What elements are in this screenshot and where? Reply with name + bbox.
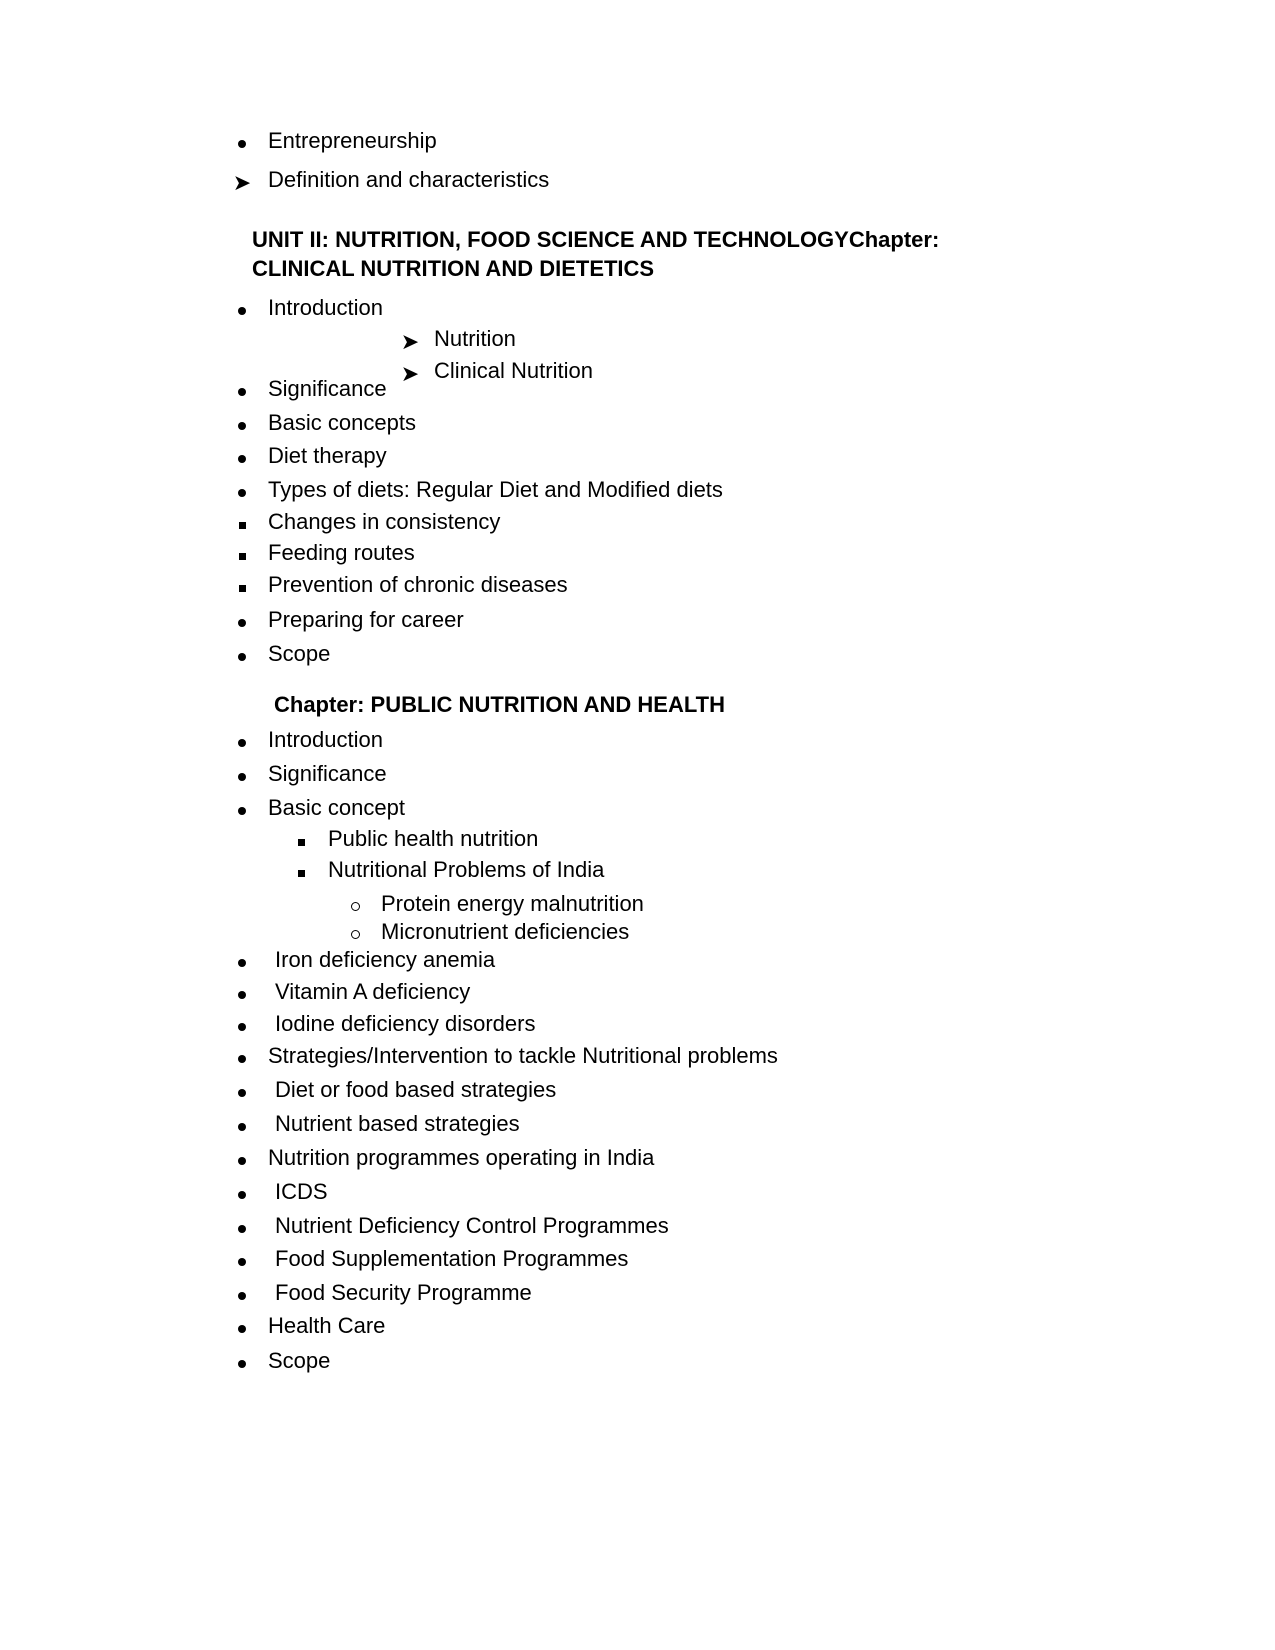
bullet-dot-icon: [238, 1258, 246, 1266]
bullet-dot-icon: [238, 739, 246, 747]
chapter-heading: Chapter: PUBLIC NUTRITION AND HEALTH: [274, 692, 725, 717]
bullet-dot-icon: [238, 1123, 246, 1131]
square-bullet-icon: [239, 522, 246, 529]
bullet-dot-icon: [238, 1023, 246, 1031]
arrow-bullet-icon: ➤: [400, 361, 420, 386]
bullet-dot-icon: [238, 455, 246, 463]
square-bullet-icon: [298, 839, 305, 846]
bullet-dot-icon: [238, 1089, 246, 1097]
bullet-dot-icon: [238, 1157, 246, 1165]
bullet-dot-icon: [238, 388, 246, 396]
bullet-dot-icon: [238, 1292, 246, 1300]
bullet-dot-icon: [238, 307, 246, 315]
circle-bullet-icon: [351, 902, 360, 911]
arrow-bullet-icon: ➤: [232, 170, 252, 195]
unit-heading-line2: CLINICAL NUTRITION AND DIETETICS: [252, 256, 655, 281]
bullet-dot-icon: [238, 489, 246, 497]
bullet-dot-icon: [238, 140, 246, 148]
square-bullet-icon: [239, 585, 246, 592]
unit-heading-line1: UNIT II: NUTRITION, FOOD SCIENCE AND TECHNOLOGYChapter:: [252, 227, 940, 252]
arrow-bullet-icon: ➤: [400, 329, 420, 354]
square-bullet-icon: [298, 870, 305, 877]
circle-bullet-icon: [351, 930, 360, 939]
bullet-dot-icon: [238, 1191, 246, 1199]
bullet-dot-icon: [238, 422, 246, 430]
bullet-dot-icon: [238, 1055, 246, 1063]
bullet-dot-icon: [238, 1360, 246, 1368]
square-bullet-icon: [239, 553, 246, 560]
bullet-dot-icon: [238, 773, 246, 781]
bullet-dot-icon: [238, 991, 246, 999]
bullet-dot-icon: [238, 1225, 246, 1233]
bullet-dot-icon: [238, 1325, 246, 1333]
bullet-dot-icon: [238, 653, 246, 661]
bullet-dot-icon: [238, 807, 246, 815]
document-page: Entrepreneurship ➤ Definition and characteristics UNIT II: NUTRITION, FOOD SCIENCE AND TECHNOLOGYChapter: CLINICAL NUTRITION AND DIETETICS Introduction ➤ Nutrition ➤ Clinical Nutrition Significance Basic concepts Diet therapy Types of diets: Regular Diet and Modified diets Changes in consistency Feeding routes Prevention of chronic diseases Preparing for career Scope Chapter: PUBLIC NUTRITION AND HEALTH Introduction Significance Basic concept Public health nutrition Nutritional Problems of India Protein energy malnutrition Micronutrient deficiencies Iron deficiency anemia Vitamin A deficiency Iodine deficiency disorders Strategies/Intervention to tackle Nutritional problems Diet or food based strategies Nutrient based strategies Nutrition programmes operating in India ICDS Nutrient Deficiency Control Programmes Food Supplementation Programmes Food Security Programme Health Care Scope: [232, 128, 940, 1373]
bullet-dot-icon: [238, 619, 246, 627]
bullet-dot-icon: [238, 959, 246, 967]
